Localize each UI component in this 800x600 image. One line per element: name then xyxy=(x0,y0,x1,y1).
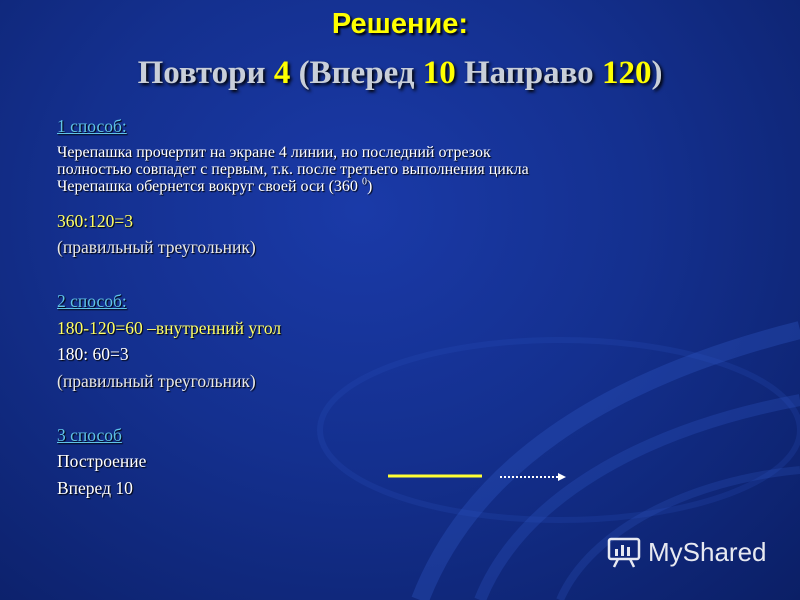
slide-title: Решение: xyxy=(331,8,469,40)
myshared-logo xyxy=(606,535,767,569)
method1-heading[interactable]: 1 способ: xyxy=(57,116,127,136)
subtitle-number-3: 120 xyxy=(601,55,652,91)
subtitle-text-2: (Вперед xyxy=(290,55,423,91)
myshared-logo-icon xyxy=(606,535,642,569)
method1-degree-sup: 0 xyxy=(361,176,367,188)
method3-line1: Построение xyxy=(57,451,147,471)
method1-line2: полностью совпадет с первым, т.к. после третьего выполнения цикла xyxy=(57,161,529,178)
myshared-logo-text: MyShared xyxy=(648,536,767,567)
method2-line1: 180-120=60 –внутренний угол xyxy=(57,318,282,338)
method1-line3 xyxy=(57,178,372,195)
subtitle-number-1: 4 xyxy=(273,55,291,91)
subtitle-text-3: Направо xyxy=(455,55,602,91)
method2-heading[interactable]: 2 способ: xyxy=(57,291,127,311)
method1-line1: Черепашка прочертит на экране 4 линии, но последний отрезок xyxy=(57,144,491,161)
method1-result: (правильный треугольник) xyxy=(57,237,256,257)
subtitle-number-2: 10 xyxy=(422,55,456,91)
subtitle-text-4: ) xyxy=(651,55,663,91)
turtle-drawing xyxy=(380,466,580,486)
slide-subtitle xyxy=(0,55,800,92)
method3-line2: Вперед 10 xyxy=(57,478,133,498)
method2-result: (правильный треугольник) xyxy=(57,371,256,391)
method1-line3-text: Черепашка обернется вокруг своей оси (360 xyxy=(57,178,358,195)
method3-heading[interactable]: 3 способ xyxy=(57,425,122,445)
method1-calc: 360:120=3 xyxy=(57,211,133,231)
method1-line3-end: ) xyxy=(366,178,373,195)
method2-line2: 180: 60=3 xyxy=(57,344,129,364)
subtitle-text-1: Повтори xyxy=(137,55,274,91)
movement-arrow-head xyxy=(558,473,566,481)
